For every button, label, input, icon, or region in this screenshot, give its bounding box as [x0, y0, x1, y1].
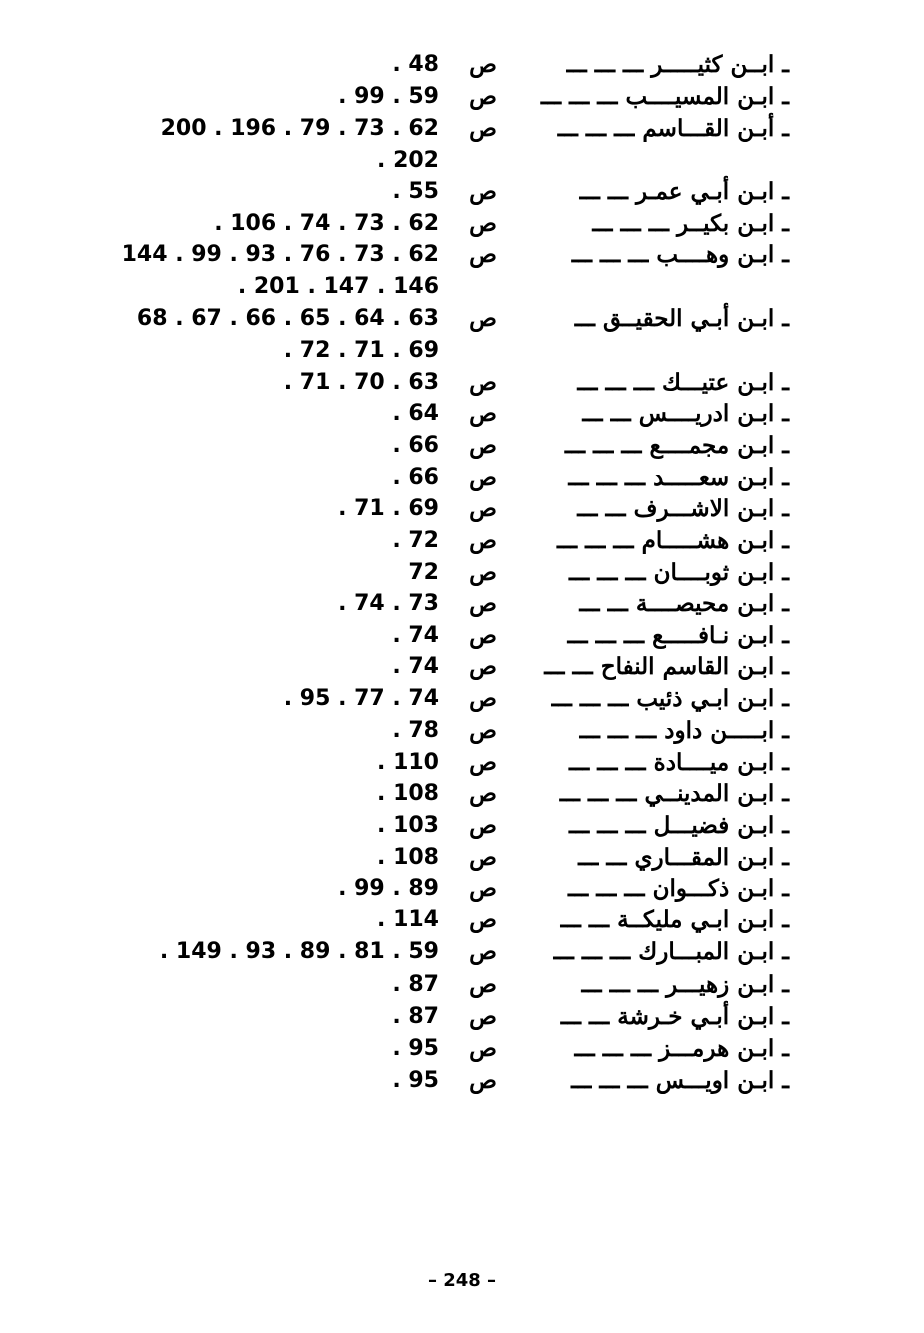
entry-page-marker: ص	[469, 432, 497, 459]
index-entry	[0, 272, 924, 302]
entry-page-marker: ص	[469, 622, 497, 649]
index-entry	[0, 652, 924, 682]
entry-name: ـ ابـن الاشـــرف ـــ ـــ	[577, 495, 789, 522]
entry-page-list: . 95 . 77 . 74	[283, 686, 439, 711]
entry-page-marker: ص	[469, 685, 497, 712]
index-entry	[0, 399, 924, 429]
entry-page-list: 72	[408, 560, 439, 585]
entry-page-list: 200 . 196 . 79 . 73 . 62	[160, 116, 439, 141]
entry-page-marker: ص	[469, 495, 497, 522]
entry-page-list: . 108	[377, 845, 439, 870]
index-entry	[0, 50, 924, 80]
entry-page-marker: ص	[469, 1003, 497, 1030]
entry-page-marker: ص	[469, 527, 497, 554]
entry-page-list: . 114	[377, 907, 439, 932]
entry-page-list: . 87	[392, 1004, 439, 1029]
index-entry	[0, 811, 924, 841]
entry-name: ـ ابـن ميــــادة ـــ ـــ ـــ	[569, 749, 789, 776]
index-entry	[0, 589, 924, 619]
entry-page-list: . 71 . 70 . 63	[283, 370, 439, 395]
entry-name: ـ ابـن ثوبــــان ـــ ـــ ـــ	[569, 559, 789, 586]
entry-page-marker: ص	[469, 590, 497, 617]
index-entry	[0, 558, 924, 588]
index-entry	[0, 146, 924, 176]
entry-page-marker: ص	[469, 115, 497, 142]
index-entry	[0, 1066, 924, 1096]
entry-page-marker: ص	[469, 83, 497, 110]
entry-page-list: . 108	[377, 781, 439, 806]
index-entry	[0, 937, 924, 967]
index-entry	[0, 1034, 924, 1064]
entry-name: ـ ابـن فضيـــل ـــ ـــ ـــ	[569, 812, 789, 839]
entry-page-marker: ص	[469, 210, 497, 237]
entry-page-marker: ص	[469, 559, 497, 586]
entry-name: ـ ابــن كثيـــــر ـــ ـــ ـــ	[566, 51, 789, 78]
entry-page-list: . 74	[392, 654, 439, 679]
entry-page-marker: ص	[469, 875, 497, 902]
entry-page-list: . 72	[392, 528, 439, 553]
entry-name: ـ ابـن محيصــــة ـــ ـــ	[579, 590, 789, 617]
index-entry	[0, 684, 924, 714]
index-entry	[0, 368, 924, 398]
entry-page-list: . 106 . 74 . 73 . 62	[214, 211, 439, 236]
entry-page-marker: ص	[469, 653, 497, 680]
index-entry	[0, 1002, 924, 1032]
entry-page-list: . 55	[392, 179, 439, 204]
index-entry	[0, 970, 924, 1000]
index-entry	[0, 177, 924, 207]
entry-page-marker: ص	[469, 305, 497, 332]
index-entry	[0, 240, 924, 270]
entry-page-list: 68 . 67 . 66 . 65 . 64 . 63	[136, 306, 439, 331]
entry-name: ـ ابـــــن داود ـــ ـــ ـــ	[579, 717, 789, 744]
entry-name: ـ ابـن المدينــي ـــ ـــ ـــ	[559, 780, 789, 807]
entry-page-list: . 87	[392, 972, 439, 997]
entry-name: ـ أبـن القـــاسم ـــ ـــ ـــ	[557, 115, 789, 142]
entry-name: ـ ابـن أبـي خـرشة ـــ ـــ	[560, 1003, 789, 1030]
entry-name: ـ ابـن سعـــــد ـــ ـــ ـــ	[568, 464, 789, 491]
entry-page-marker: ص	[469, 812, 497, 839]
entry-page-list: . 72 . 71 . 69	[283, 338, 439, 363]
entry-page-marker: ص	[469, 369, 497, 396]
index-entry	[0, 431, 924, 461]
entry-page-list: . 149 . 93 . 89 . 81 . 59	[159, 939, 439, 964]
page-number: – 248 –	[427, 1270, 497, 1291]
entry-page-list: . 64	[392, 401, 439, 426]
entry-page-list: . 48	[392, 52, 439, 77]
entry-page-list: . 99 . 89	[338, 876, 439, 901]
index-entry	[0, 621, 924, 651]
entry-page-list: . 95	[392, 1036, 439, 1061]
entry-page-list: . 74 . 73	[338, 591, 439, 616]
index-entry	[0, 463, 924, 493]
index-entry	[0, 716, 924, 746]
index-entry	[0, 526, 924, 556]
entry-name: ـ ابـن نـافـــــع ـــ ـــ ـــ	[567, 622, 789, 649]
index-entry	[0, 494, 924, 524]
index-entry	[0, 779, 924, 809]
entry-name: ـ ابـن المبـــارك ـــ ـــ ـــ	[553, 938, 789, 965]
entry-name: ـ ابـن ذكـــوان ـــ ـــ ـــ	[567, 875, 789, 902]
index-entry	[0, 874, 924, 904]
entry-name: ـ ابـن ادريــــس ـــ ـــ	[582, 400, 789, 427]
entry-page-list: . 66	[392, 465, 439, 490]
entry-page-list: 144 . 99 . 93 . 76 . 73 . 62	[121, 242, 439, 267]
entry-name: ـ ابـن أبـي عمـر ـــ ـــ	[579, 178, 789, 205]
index-entry	[0, 82, 924, 112]
entry-name: ـ ابـن هرمـــز ـــ ـــ ـــ	[574, 1035, 789, 1062]
entry-page-marker: ص	[469, 241, 497, 268]
entry-page-marker: ص	[469, 1035, 497, 1062]
entry-page-marker: ص	[469, 749, 497, 776]
entry-page-list: . 202	[377, 148, 439, 173]
entry-name: ـ ابـن بكيــر ـــ ـــ ـــ	[592, 210, 789, 237]
index-entry	[0, 843, 924, 873]
entry-page-marker: ص	[469, 938, 497, 965]
entry-page-marker: ص	[469, 844, 497, 871]
entry-name: ـ ابـن مجمــــع ـــ ـــ ـــ	[564, 432, 789, 459]
entry-page-marker: ص	[469, 906, 497, 933]
entry-name: ـ ابـن ابـي مليكــة ـــ ـــ	[560, 906, 789, 933]
entry-name: ـ ابـن هشـــــام ـــ ـــ ـــ	[556, 527, 789, 554]
entry-page-marker: ص	[469, 1067, 497, 1094]
index-entry	[0, 304, 924, 334]
index-entry	[0, 905, 924, 935]
index-entry	[0, 336, 924, 366]
entry-page-marker: ص	[469, 464, 497, 491]
entry-name: ـ ابـن زهيـــر ـــ ـــ ـــ	[581, 971, 789, 998]
entry-name: ـ ابـن أبـي الحقيــق ـــ	[574, 305, 789, 332]
entry-name: ـ ابـن ابـي ذئيب ـــ ـــ ـــ	[551, 685, 789, 712]
entry-page-marker: ص	[469, 400, 497, 427]
entry-page-list: . 95	[392, 1068, 439, 1093]
entry-page-marker: ص	[469, 717, 497, 744]
entry-page-list: . 78	[392, 718, 439, 743]
entry-page-list: . 103	[377, 813, 439, 838]
entry-name: ـ ابـن القاسم النفاح ـــ ـــ	[544, 653, 789, 680]
entry-name: ـ ابـن اويـــس ـــ ـــ ـــ	[571, 1067, 789, 1094]
entry-name: ـ ابـن عتيـــك ـــ ـــ ـــ	[577, 369, 789, 396]
entry-name: ـ ابـن المسيــــب ـــ ـــ ـــ	[540, 83, 789, 110]
entry-page-marker: ص	[469, 971, 497, 998]
entry-page-marker: ص	[469, 780, 497, 807]
entry-page-list: . 99 . 59	[338, 84, 439, 109]
entry-page-list: . 66	[392, 433, 439, 458]
entry-page-list: . 71 . 69	[338, 496, 439, 521]
entry-page-list: . 201 . 147 . 146	[237, 274, 439, 299]
entry-page-list: . 74	[392, 623, 439, 648]
index-entry	[0, 209, 924, 239]
index-entry	[0, 114, 924, 144]
index-entry	[0, 748, 924, 778]
entry-page-marker: ص	[469, 178, 497, 205]
entry-name: ـ ابـن المقـــاري ـــ ـــ	[578, 844, 789, 871]
entry-page-list: . 110	[377, 750, 439, 775]
entry-page-marker: ص	[469, 51, 497, 78]
entry-name: ـ ابـن وهــــب ـــ ـــ ـــ	[571, 241, 789, 268]
